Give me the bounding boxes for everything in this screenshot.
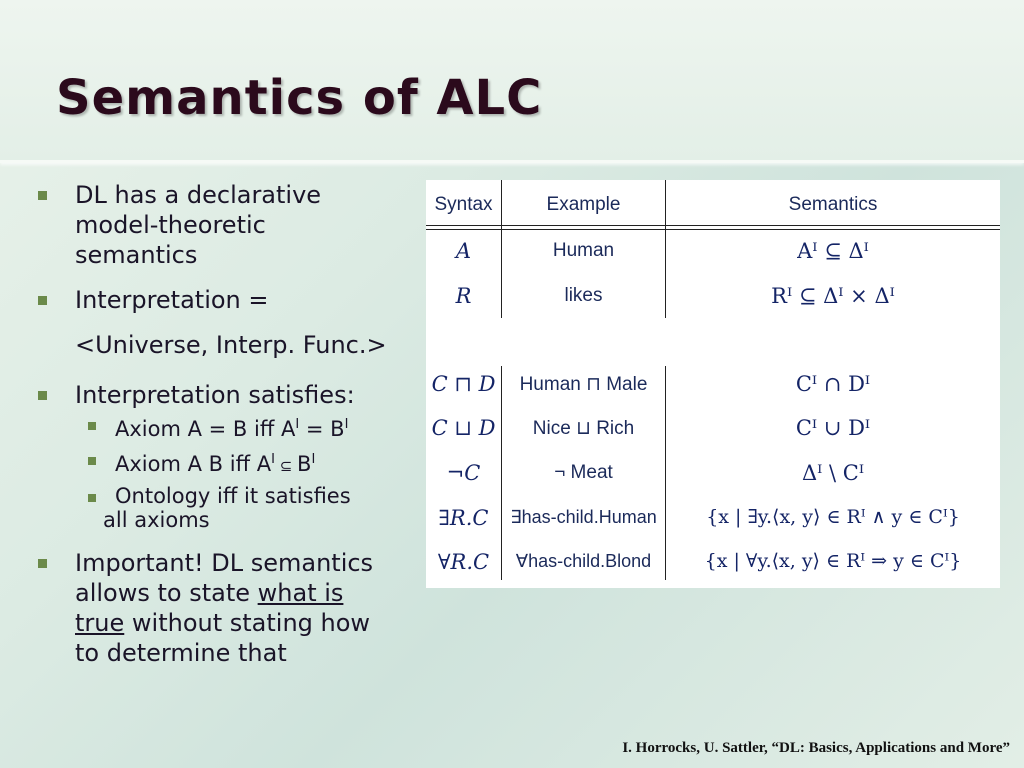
- superscript: I: [295, 417, 300, 432]
- header-semantics: Semantics: [788, 194, 878, 215]
- superscript: I: [344, 417, 349, 432]
- sub-bullet-ontology: [83, 484, 418, 532]
- header-rule: [426, 229, 1000, 230]
- example-cell: likes: [564, 285, 603, 306]
- bullet-declarative: [38, 180, 418, 270]
- sub-bullet-text: = B: [299, 417, 345, 441]
- example-cell: ¬ Meat: [554, 462, 613, 483]
- syntax-cell: C ⊔ D: [431, 416, 496, 440]
- syntax-cell: C ⊓ D: [431, 372, 496, 396]
- header-rule: [426, 225, 1000, 226]
- citation-footer: I. Horrocks, U. Sattler, “DL: Basics, Applications and More”: [622, 740, 1010, 756]
- semantics-cell: Cᴵ ∪ Dᴵ: [795, 416, 871, 440]
- semantics-cell: Aᴵ ⊆ Δᴵ: [797, 239, 869, 263]
- slide-title: Semantics of ALC: [56, 70, 543, 126]
- bullet-text: Interpretation =: [75, 286, 269, 314]
- example-cell: Human ⊓ Male: [519, 374, 648, 395]
- semantics-cell: {x | ∀y.⟨x, y⟩ ∈ Rᴵ ⇒ y ∈ Cᴵ}: [704, 550, 962, 572]
- sub-bullet-text: Axiom A = B iff A: [115, 417, 296, 441]
- semantics-cell: Δᴵ \ Cᴵ: [801, 461, 865, 485]
- bullet-text: semantics: [75, 241, 198, 269]
- subset-symbol: ⊆: [274, 457, 298, 475]
- semantics-cell: Rᴵ ⊆ Δᴵ × Δᴵ: [771, 284, 895, 308]
- syntax-cell: A: [455, 239, 472, 263]
- bullet-important: [38, 548, 418, 668]
- bullet-continuation: <Universe, Interp. Func.>: [75, 331, 387, 359]
- underlined-text: what is: [257, 579, 344, 607]
- sub-bullet-text: Axiom A B iff A: [115, 452, 272, 476]
- syntax-cell: ∀R.C: [437, 550, 490, 574]
- bullet-text: to determine that: [75, 639, 287, 667]
- bullet-text: allows to state: [75, 579, 258, 607]
- sub-bullet-text: all axioms: [103, 508, 210, 532]
- bullet-text: Interpretation satisfies:: [75, 381, 355, 409]
- example-cell: ∃has-child.Human: [510, 507, 657, 527]
- semantics-cell: {x | ∃y.⟨x, y⟩ ∈ Rᴵ ∧ y ∈ Cᴵ}: [706, 506, 960, 528]
- bullet-list: [38, 180, 418, 668]
- superscript: I: [311, 452, 316, 467]
- sub-bullet-equal: [83, 412, 418, 442]
- syntax-cell: R: [455, 284, 472, 308]
- underlined-text: true: [75, 609, 125, 637]
- bullet-text: without stating how: [124, 609, 371, 637]
- semantics-cell: Cᴵ ∩ Dᴵ: [795, 372, 871, 396]
- bullet-satisfies: [38, 380, 418, 410]
- bullet-interpretation: [38, 285, 418, 315]
- bullet-text: DL has a declarative: [75, 181, 322, 209]
- syntax-cell: ∃R.C: [438, 506, 489, 530]
- example-cell: Nice ⊔ Rich: [532, 418, 635, 439]
- example-cell: Human: [552, 240, 615, 261]
- syntax-cell: ¬C: [446, 461, 481, 485]
- bullet-text: model-theoretic: [75, 211, 266, 239]
- sub-bullet-subset: [83, 447, 418, 479]
- superscript: I: [271, 452, 275, 467]
- sub-bullet-text: B: [297, 452, 312, 476]
- header-syntax: Syntax: [434, 194, 493, 215]
- semantics-table: [426, 180, 1000, 588]
- header-example: Example: [546, 194, 621, 215]
- sub-bullet-text: Ontology iff it satisfies: [115, 484, 351, 508]
- example-cell: ∀has-child.Blond: [515, 551, 652, 571]
- bullet-text: Important! DL semantics: [75, 549, 374, 577]
